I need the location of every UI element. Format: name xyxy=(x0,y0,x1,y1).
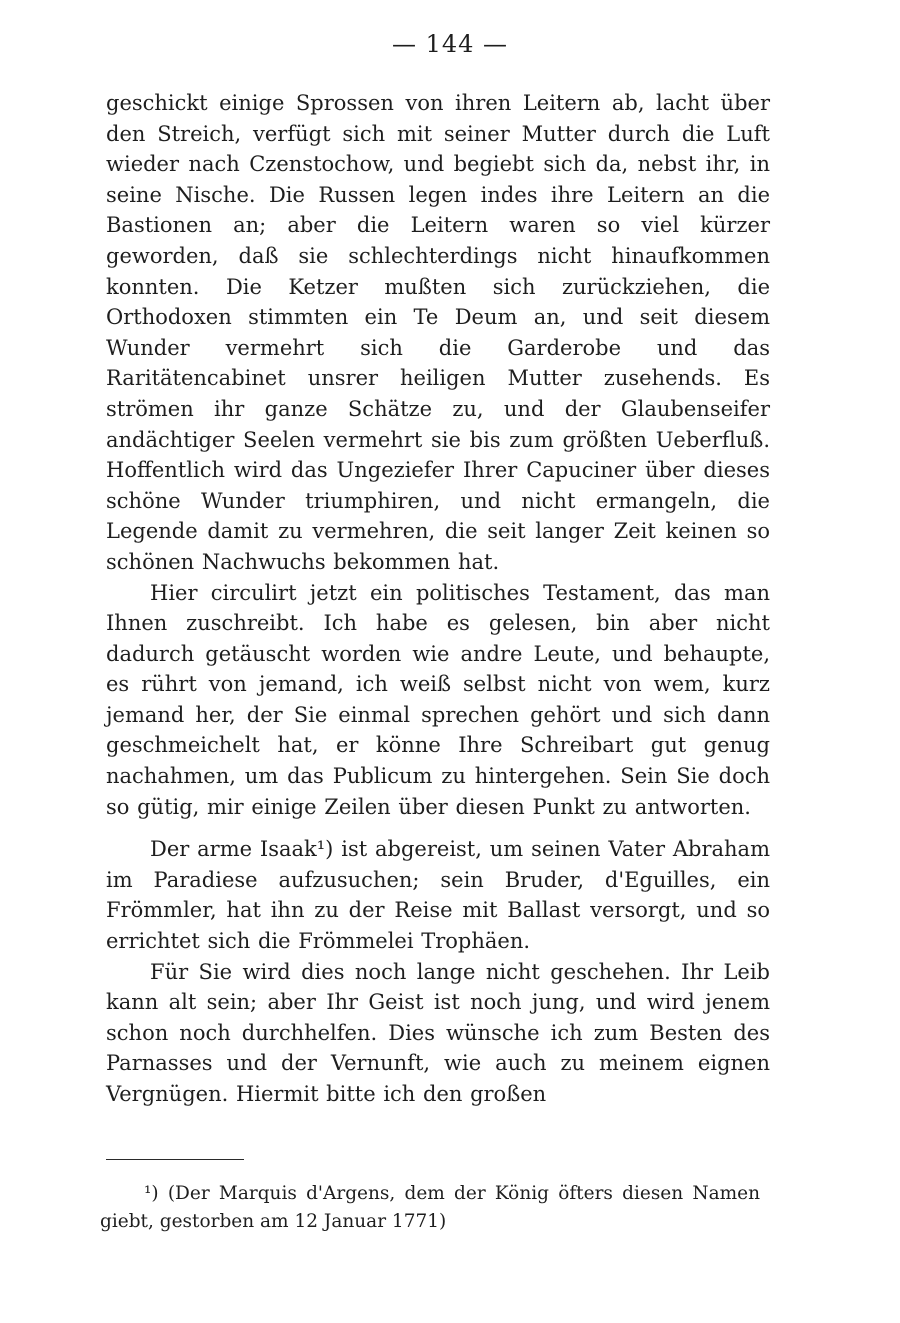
footnote-divider xyxy=(106,1159,244,1160)
footnote-text: ¹) (Der Marquis d'Argens, dem der König öfters diesen Namen giebt, gestorben am 12 Januar 1771) xyxy=(100,1183,760,1232)
footnote xyxy=(100,1180,760,1236)
main-text xyxy=(106,88,770,1110)
paragraph-3: Der arme Isaak¹) ist abgereist, um seinen Vater Abraham im Paradiese aufzusuchen; sein Bruder, d'Eguilles, ein Frömmler, hat ihn zu der Reise mit Ballast versorgt, und so errichtet sich die Frömmelei Trophäen. xyxy=(106,837,770,954)
paragraph-4: Für Sie wird dies noch lange nicht geschehen. Ihr Leib kann alt sein; aber Ihr Geist ist noch jung, und wird jenem schon noch durchhelfen. Dies wünsche ich zum Besten des Parnasses und der Vernunft, wie auch zu meinem eignen Vergnügen. Hiermit bitte ich den großen xyxy=(106,959,770,1106)
paragraph-2: Hier circulirt jetzt ein politisches Testament, das man Ihnen zuschreibt. Ich habe es gelesen, bin aber nicht dadurch getäuscht worden wie andre Leute, und behaupte, es rührt von jemand, ich weiß selbst nicht von wem, kurz jemand her, der Sie einmal sprechen gehört und sich dann geschmeichelt hat, er könne Ihre Schreibart gut genug nachahmen, um das Publicum zu hintergehen. Sein Sie doch so gütig, mir einige Zeilen über diesen Punkt zu antworten. xyxy=(106,580,770,819)
paragraph-1: geschickt einige Sprossen von ihren Leitern ab, lacht über den Streich, verfügt sich mit seiner Mutter durch die Luft wieder nach Czenstochow, und begiebt sich da, nebst ihr, in seine Nische. Die Russen legen indes ihre Leitern an die Bastionen an; aber die Leitern waren so viel kürzer geworden, daß sie schlechterdings nicht hinaufkommen konnten. Die Ketzer mußten sich zurückziehen, die Orthodoxen stimmten ein Te Deum an, und seit diesem Wunder vermehrt sich die Garderobe und das Raritätencabinet unsrer heiligen Mutter zusehends. Es strömen ihr ganze Schätze zu, und der Glaubenseifer andächtiger Seelen vermehrt sie bis zum größten Ueberfluß. Hoffentlich wird das Ungeziefer Ihrer Capuciner über dieses schöne Wunder triumphiren, und nicht ermangeln, die Legende damit zu vermehren, die seit langer Zeit keinen so schönen Nachwuchs bekommen hat. xyxy=(106,91,770,574)
page-number-header: — 144 — xyxy=(391,30,509,58)
